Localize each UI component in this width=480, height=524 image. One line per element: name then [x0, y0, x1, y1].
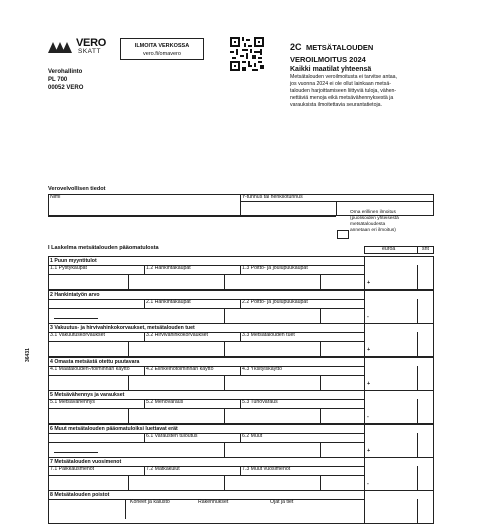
operation-sign: - — [367, 481, 369, 487]
description-line: jos vuonna 2024 ei ole ollut lainkaan metsä- — [290, 81, 391, 87]
name-label: Nimi — [50, 194, 61, 200]
label-row-divider — [48, 274, 364, 275]
cell-label: 6.2 Muut — [242, 433, 263, 439]
form-subtitle: Kaikki maatilat yhteensä — [290, 66, 372, 73]
operation-sign: + — [367, 347, 371, 353]
group-total-input[interactable] — [365, 300, 433, 323]
cell-label: 1.1 Pystykaupat — [50, 265, 87, 271]
title-divider — [48, 433, 364, 434]
group-title: 2 Hankintatyön arvo — [50, 292, 100, 298]
form-description — [290, 74, 397, 109]
label-row-divider — [48, 442, 364, 443]
separate-return-checkbox[interactable] — [337, 230, 349, 239]
vero-logo — [48, 37, 104, 57]
blank-line — [54, 452, 98, 453]
cents-tick — [320, 341, 321, 357]
address-line: 00052 VERO — [48, 85, 84, 91]
operation-sign: - — [367, 414, 369, 420]
cell-label: Rakennukset — [198, 499, 229, 505]
label-row-divider — [48, 475, 364, 476]
online-filing-box — [120, 38, 204, 60]
cell-divider — [240, 332, 241, 341]
euro-header: euroa — [382, 246, 396, 252]
description-line: talouden harjoittamiseen liittyviä tuloja, vähen- — [290, 88, 397, 94]
cell-divider — [144, 366, 145, 375]
title-divider — [48, 399, 364, 400]
cents-tick — [224, 408, 225, 424]
label-row-divider — [48, 308, 364, 309]
cents-tick — [224, 375, 225, 391]
name-field[interactable] — [49, 201, 239, 215]
cell-divider — [240, 399, 241, 408]
title-divider — [48, 299, 364, 300]
separate-return-note — [350, 210, 399, 234]
note-line: annetaan eri ilmoitus) — [350, 228, 396, 233]
cell-label: 4.2 Elinkeinotoiminnan käyttö — [146, 366, 214, 372]
cents-tick — [128, 375, 129, 391]
cell-label: 6.1 Varausten tuloutus — [146, 433, 198, 439]
cell-divider — [144, 433, 145, 442]
cents-tick — [128, 408, 129, 424]
group-title: 6 Muut metsätalouden pääomatuloiksi luettavat erät — [50, 426, 178, 432]
operation-sign: + — [367, 280, 371, 286]
cents-tick — [128, 274, 129, 290]
cell-label: 7.1 Palkkausmenot — [50, 466, 95, 472]
title-divider — [48, 466, 364, 467]
cell-label: 7.3 Muut vuosimenot — [242, 466, 291, 472]
cell-label: Koneet ja kalusto — [130, 499, 170, 505]
description-line: nettäviä menoja eikä metsävähennyksestä ja — [290, 95, 394, 101]
qr-code — [230, 37, 264, 71]
cell-label: 5.3 Tuhovaraus — [242, 399, 278, 405]
cents-tick — [320, 442, 321, 458]
group-title: 1 Puun myyntitulot — [50, 258, 97, 264]
form-code: 2C — [290, 42, 302, 52]
recipient-address — [48, 68, 83, 92]
cents-tick — [320, 408, 321, 424]
cell-label: 4.1 Maatalouden-/toiminnan käyttö — [50, 366, 130, 372]
note-line: Oma erillinen ilmoitus — [350, 210, 396, 215]
description-line: varauksista ilmoitettavia seurantatietoja. — [290, 102, 382, 108]
cents-tick — [224, 341, 225, 357]
cell-label: 1.2 Hankintakaupat — [146, 265, 191, 271]
cell-divider — [240, 366, 241, 375]
address-line: PL 700 — [48, 77, 68, 83]
operation-sign: + — [367, 381, 371, 387]
cell-divider — [240, 466, 241, 475]
online-box-title: ILMOITA VERKOSSA — [134, 43, 190, 49]
group-total-input[interactable] — [365, 367, 433, 390]
cell-label: 3.1 Vakuutuskorvaukset — [50, 332, 105, 338]
id-label: Y-tunnus tai henkilötunnus — [242, 194, 303, 200]
group-total-input[interactable] — [365, 434, 433, 457]
cents-tick — [224, 308, 225, 324]
note-line: metsätaloudesta — [350, 222, 386, 227]
cent-header: snt — [422, 246, 429, 252]
group-title: 8 Metsätalouden poistot — [50, 492, 110, 498]
cell-divider — [144, 332, 145, 341]
cents-tick — [320, 475, 321, 491]
id-field[interactable] — [241, 201, 433, 215]
cents-tick — [224, 442, 225, 458]
form-title-line2: VEROILMOITUS 2024 — [290, 55, 366, 64]
cell-label: 2.1 Hankintakaupat — [146, 299, 191, 305]
cents-tick — [224, 274, 225, 290]
cell-label: 3.3 Metsätalouden tuet — [242, 332, 295, 338]
blank-line — [54, 318, 98, 319]
cents-tick — [320, 274, 321, 290]
form-title-line1: METSÄTALOUDEN — [305, 43, 374, 52]
label-row-divider — [48, 341, 364, 342]
cents-tick — [128, 475, 129, 491]
group-title: 3 Vakuutus- ja hirvivahinkokorvaukset, metsätalouden tuet — [50, 325, 195, 331]
group-title: 5 Metsävähennys ja varaukset — [50, 392, 125, 398]
operation-sign: - — [367, 314, 369, 320]
cents-tick — [320, 308, 321, 324]
cell-divider — [144, 299, 145, 308]
group-title: 4 Omasta metsästä otettu puutavara — [50, 359, 140, 365]
section-heading: I Laskelma metsätalouden pääomatulosta — [48, 245, 159, 251]
online-box-url[interactable]: vero.fi/omavero — [143, 51, 181, 57]
address-line: Verohallinto — [48, 69, 83, 75]
group-total-input[interactable] — [365, 266, 433, 289]
cell-divider — [125, 499, 126, 519]
cell-label: 7.2 Matkakulut — [146, 466, 180, 472]
operation-sign: + — [367, 448, 371, 454]
vero-logo-mark — [48, 40, 74, 51]
cell-label: 5.1 Metsävähennys — [50, 399, 95, 405]
cell-label: 5.2 Menovaraus — [146, 399, 184, 405]
label-row-divider — [48, 375, 364, 376]
title-divider — [48, 265, 364, 266]
logo-text-vero: VERO — [76, 37, 106, 49]
group-total-input[interactable] — [365, 333, 433, 356]
cell-label: 4.3 Yksityiskäyttö — [242, 366, 282, 372]
note-line: (puolisoiden yhteisestä — [350, 216, 399, 221]
cell-label: 3.2 Hirvivahinkokorvaukset — [146, 332, 208, 338]
cell-label: 1.3 Poltto- ja joulupuukaupat — [242, 265, 308, 271]
form-title — [290, 37, 373, 75]
cell-divider — [240, 433, 241, 442]
group-total-input[interactable] — [365, 500, 433, 523]
cents-tick — [224, 475, 225, 491]
cell-divider — [240, 299, 241, 308]
cell-divider — [144, 466, 145, 475]
cell-divider — [240, 265, 241, 274]
cell-label: Ojat ja tiet — [270, 499, 294, 505]
cell-divider — [144, 265, 145, 274]
cents-tick — [320, 375, 321, 391]
cell-label: 2.2 Poltto- ja joulupuukaupat — [242, 299, 308, 305]
cell-divider — [144, 399, 145, 408]
side-form-code: 36431 — [25, 348, 31, 362]
label-row-divider — [48, 408, 364, 409]
description-line: Metsätalouden veroilmoitusta ei tarvitse antaa, — [290, 74, 397, 80]
group-total-input[interactable] — [365, 467, 433, 490]
group-total-input[interactable] — [365, 400, 433, 423]
cents-tick — [128, 341, 129, 357]
logo-text-skatt: SKATT — [78, 48, 101, 55]
taxpayer-heading: Verovelvollisen tiedot — [48, 186, 106, 192]
group-title: 7 Metsätalouden vuosimenot — [50, 459, 122, 465]
